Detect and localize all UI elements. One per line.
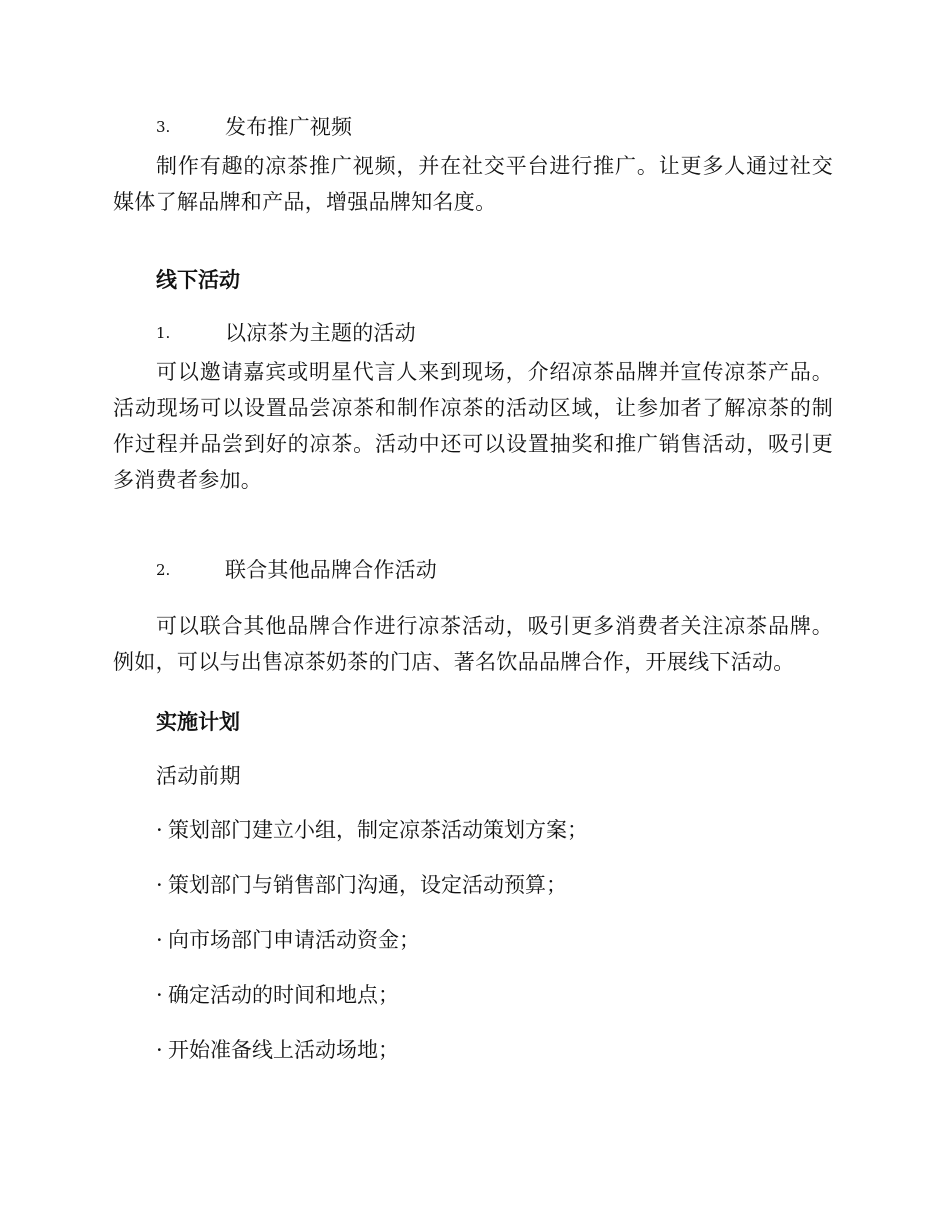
list-item bbox=[156, 924, 420, 956]
list-item bbox=[156, 1034, 399, 1066]
list-number: 1. bbox=[156, 324, 171, 342]
section-title: 发布推广视频 bbox=[225, 115, 353, 139]
list-item bbox=[156, 814, 588, 846]
list-item-text: 开始准备线上活动场地； bbox=[168, 1038, 399, 1062]
list-item-text: 策划部门建立小组，制定凉茶活动策划方案； bbox=[168, 818, 588, 842]
bullet-icon: · bbox=[156, 983, 163, 1007]
paragraph: 可以邀请嘉宾或明星代言人来到现场，介绍凉茶品牌并宣传凉茶产品。活动现场可以设置品尝凉茶和制作凉茶的活动区域，让参加者了解凉茶的制作过程并品尝到好的凉茶。活动中还可以设置抽奖和推广销售活动，吸引更多消费者参加。 bbox=[113, 360, 833, 492]
list-item bbox=[156, 869, 567, 901]
list-number: 2. bbox=[156, 561, 171, 579]
section-heading: 线下活动 bbox=[156, 268, 240, 292]
list-item-text: 向市场部门申请活动资金； bbox=[168, 928, 420, 952]
subsection-title: 活动前期 bbox=[156, 764, 241, 788]
bullet-icon: · bbox=[156, 818, 163, 842]
bullet-icon: · bbox=[156, 873, 163, 897]
section-title: 以凉茶为主题的活动 bbox=[225, 321, 416, 345]
list-item bbox=[156, 979, 399, 1011]
bullet-icon: · bbox=[156, 928, 163, 952]
section-title: 联合其他品牌合作活动 bbox=[225, 558, 437, 582]
list-number: 3. bbox=[156, 118, 171, 136]
list-item-text: 确定活动的时间和地点； bbox=[168, 983, 399, 1007]
list-item-text: 策划部门与销售部门沟通，设定活动预算； bbox=[168, 873, 567, 897]
paragraph: 制作有趣的凉茶推广视频，并在社交平台进行推广。让更多人通过社交媒体了解品牌和产品，增强品牌知名度。 bbox=[113, 154, 833, 214]
bullet-icon: · bbox=[156, 1038, 163, 1062]
paragraph: 可以联合其他品牌合作进行凉茶活动，吸引更多消费者关注凉茶品牌。例如，可以与出售凉茶奶茶的门店、著名饮品品牌合作，开展线下活动。 bbox=[113, 614, 833, 674]
section-heading: 实施计划 bbox=[156, 710, 240, 734]
